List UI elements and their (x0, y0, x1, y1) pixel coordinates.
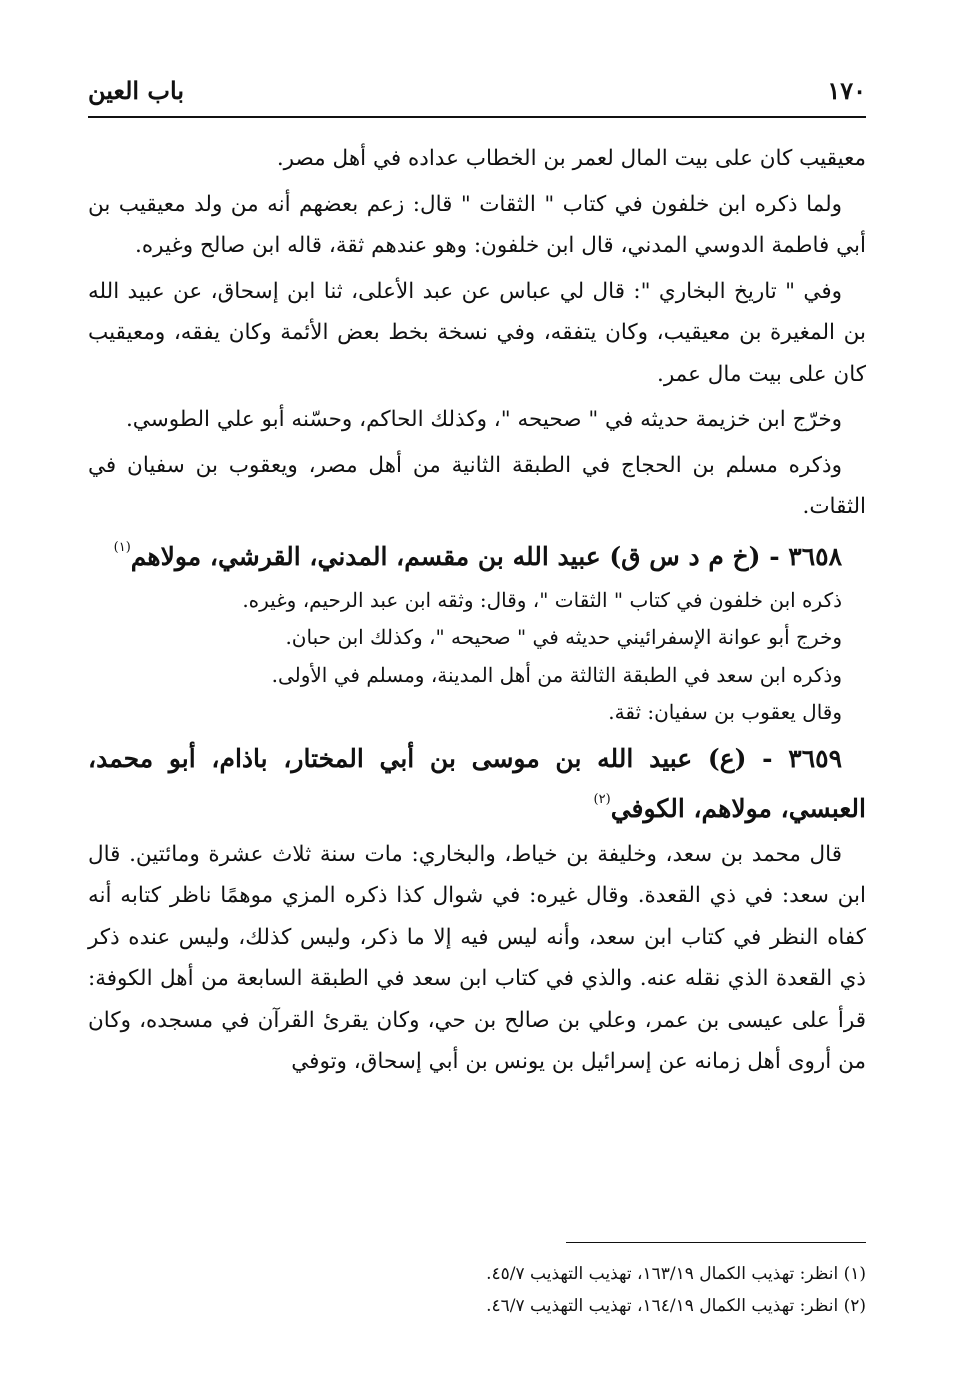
entry-line: وخرج أبو عوانة الإسفرائيني حديثه في " صحيحه "، وكذلك ابن حبان. (285, 625, 842, 649)
footnote-list (88, 1258, 866, 1322)
main-text (88, 138, 866, 1087)
entry-line: ذكره ابن خلفون في كتاب " الثقات "، وقال: وثقه ابن عبد الرحيم، وغيره. (242, 587, 842, 612)
entry-heading-3659 (88, 734, 866, 834)
entry-heading-text: ٣٦٥٨ - (خ م د س ق) عبيد الله بن مقسم، المدني، القرشي، مولاهم (130, 541, 842, 571)
footnote-divider (566, 1242, 866, 1243)
page-number: ١٧٠ (827, 76, 866, 105)
footnote: (١) انظر: تهذيب الكمال ١٦٣/١٩، تهذيب التهذيب ٤٥/٧. (486, 1264, 866, 1284)
footnote: (٢) انظر: تهذيب الكمال ١٦٤/١٩، تهذيب التهذيب ٤٦/٧. (486, 1296, 866, 1316)
entry-line: وذكره ابن سعد في الطبقة الثالثة من أهل المدينة، ومسلم في الأولى. (271, 662, 842, 687)
paragraph: معيقيب كان على بيت المال لعمر بن الخطاب عداده في أهل مصر. (276, 146, 866, 171)
entry-heading-3658 (88, 532, 866, 582)
paragraph: وذكره مسلم بن الحجاج في الطبقة الثانية من أهل مصر، ويعقوب بن سفيان في الثقات. (88, 452, 866, 519)
entry-heading-text: ٣٦٥٩ - (ع) عبيد الله بن موسى بن أبي المختار، باذام، أبو محمد، العبسي، مولاهم، الكوفي (88, 743, 866, 823)
footnote-ref: (٢) (593, 791, 611, 807)
footnote-ref: (١) (113, 539, 131, 555)
paragraph: ولما ذكره ابن خلفون في كتاب " الثقات " قال: زعم بعضهم أنه من ولد معيقيب بن أبي فاطمة الدوسي المدني، قال ابن خلفون: وهو عندهم ثقة، قاله ابن صالح وغيره. (88, 191, 866, 258)
chapter-title: باب العين (88, 76, 185, 105)
paragraph: وخرّج ابن خزيمة حديثه في " صحيحه "، وكذلك الحاكم، وحسّنه أبو علي الطوسي. (125, 407, 842, 432)
page-header (88, 72, 866, 118)
entry-line: وقال يعقوب بن سفيان: ثقة. (608, 700, 842, 724)
paragraph: وفي " تاريخ البخاري ": قال لي عباس عن عبد الأعلى، ثنا ابن إسحاق، عن عبيد الله بن المغيرة بن معيقيب، وكان يتفقه، وفي نسخة بخط بعض الأئمة وكان يفقه، ومعيقيب كان على بيت مال عمر. (88, 278, 866, 387)
entry-paragraph: قال محمد بن سعد، وخليفة بن خياط، والبخاري: مات سنة ثلاث عشرة ومائتين. قال ابن سعد: في ذي القعدة. وقال غيره: في شوال كذا ذكره المزي موهمًا ناظر كتابه أنه كفاه النظر في كتاب ابن سعد، وأنه ليس فيه إلا ما ذكر، وليس كذلك، وليس عنده ذكر ذي القعدة الذي نقله عنه. والذي في كتاب ابن سعد في الطبقة السابعة من أهل الكوفة: قرأ على عيسى بن عمر، وعلي بن صالح بن حي، وكان يقرئ القرآن في مسجده، وكان من أروى أهل زمانه عن إسرائيل بن يونس بن أبي إسحاق، وتوفي (88, 841, 866, 1074)
